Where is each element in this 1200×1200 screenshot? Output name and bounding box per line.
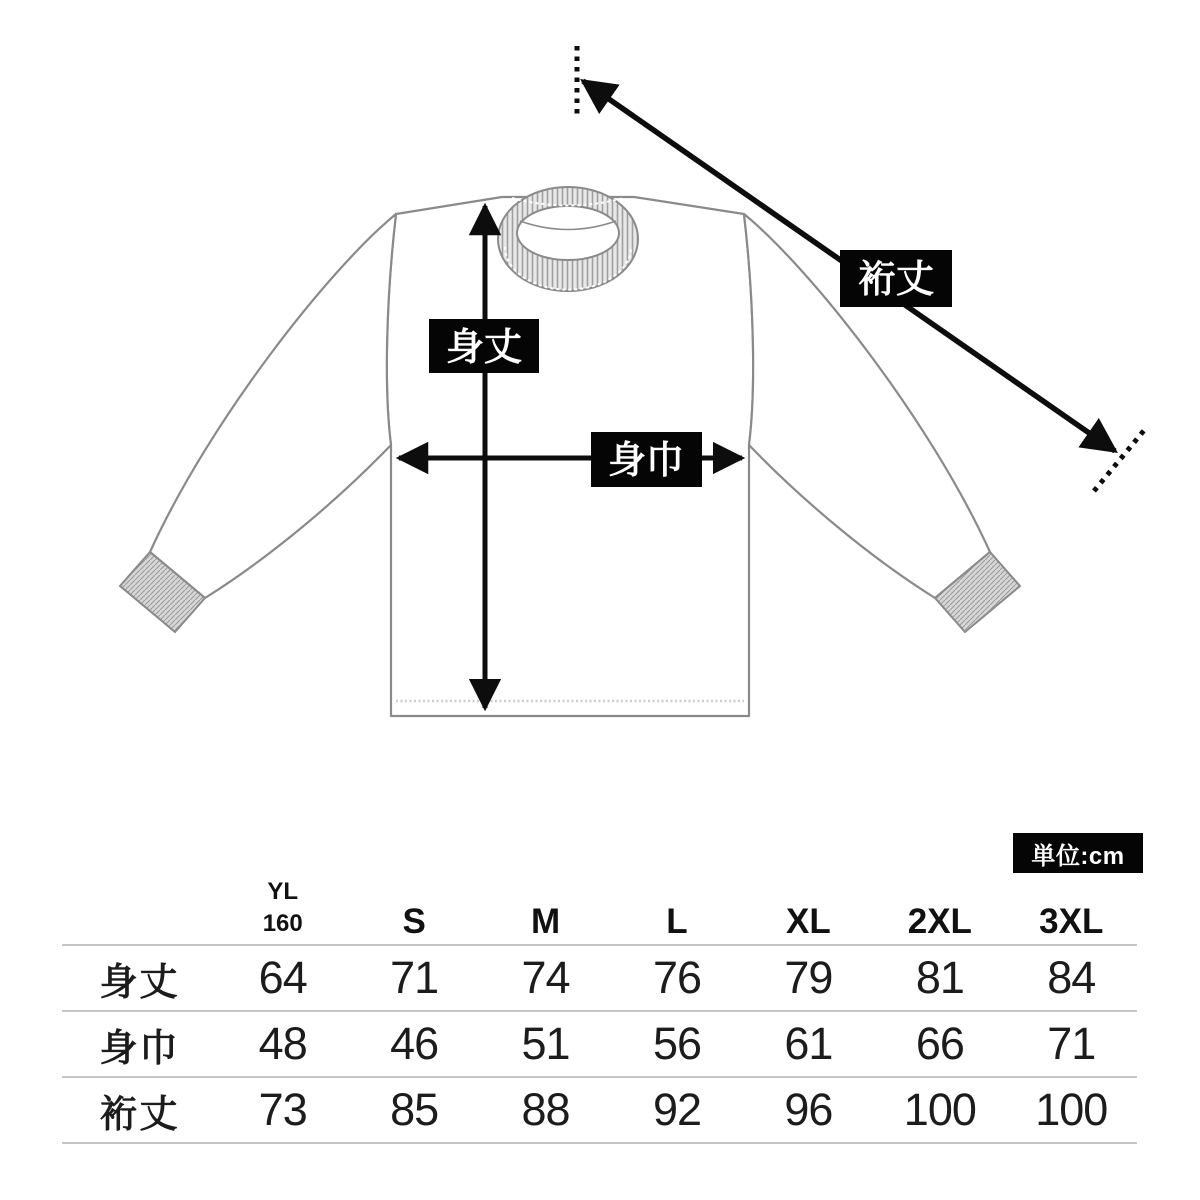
cell-value: 73 <box>258 1084 307 1135</box>
table-row-sleeve-length <box>62 1078 1137 1144</box>
column-header-s: S <box>402 901 426 941</box>
unit-badge: 単位:cm <box>1013 833 1143 873</box>
cell-value: 74 <box>521 952 570 1003</box>
body-width-label <box>591 432 702 487</box>
cell-value: 61 <box>784 1018 833 1069</box>
column-header-yl160 <box>217 876 348 948</box>
sleeve-length-tick-bottom <box>1094 428 1146 491</box>
body-length-label-text: 身丈 <box>445 327 523 369</box>
cell-value: 48 <box>258 1018 307 1069</box>
left-sleeve <box>150 214 396 598</box>
table-row-body-length <box>62 946 1137 1012</box>
cell-value: 84 <box>1047 952 1096 1003</box>
size-table-header-row <box>62 876 1137 946</box>
cell-value: 100 <box>903 1084 976 1135</box>
sleeve-length-label-text: 裄丈 <box>857 259 935 301</box>
table-row-body-width <box>62 1012 1137 1078</box>
cell-value: 81 <box>915 952 964 1003</box>
row-label: 裄丈 <box>99 1093 180 1136</box>
body-length-label <box>429 319 539 373</box>
body-width-label-text: 身巾 <box>607 440 685 482</box>
sleeve-length-label <box>840 250 952 307</box>
column-header-l: L <box>666 901 688 941</box>
row-label: 身巾 <box>99 1027 180 1070</box>
cell-value: 56 <box>652 1018 702 1069</box>
column-header-160: 160 <box>262 910 303 938</box>
column-header-2xl: 2XL <box>907 901 972 941</box>
cell-value: 71 <box>1047 1018 1096 1069</box>
cell-value: 96 <box>784 1084 833 1135</box>
cell-value: 92 <box>652 1084 702 1135</box>
cell-value: 85 <box>390 1084 439 1135</box>
cell-value: 64 <box>258 952 307 1003</box>
column-header-m: M <box>530 901 561 941</box>
row-label-column-spacer <box>62 939 217 948</box>
size-table <box>62 876 1137 1144</box>
cell-value: 51 <box>521 1018 570 1069</box>
row-label: 身丈 <box>99 961 180 1004</box>
cell-value: 79 <box>784 952 833 1003</box>
cell-value: 100 <box>1035 1084 1108 1135</box>
cell-value: 76 <box>652 952 702 1003</box>
cell-value: 46 <box>390 1018 439 1069</box>
column-header-yl: YL <box>267 878 299 905</box>
column-header-xl: XL <box>786 901 831 941</box>
cell-value: 66 <box>915 1018 964 1069</box>
cell-value: 88 <box>521 1084 570 1135</box>
column-header-3xl: 3XL <box>1039 901 1104 941</box>
cell-value: 71 <box>390 952 439 1003</box>
